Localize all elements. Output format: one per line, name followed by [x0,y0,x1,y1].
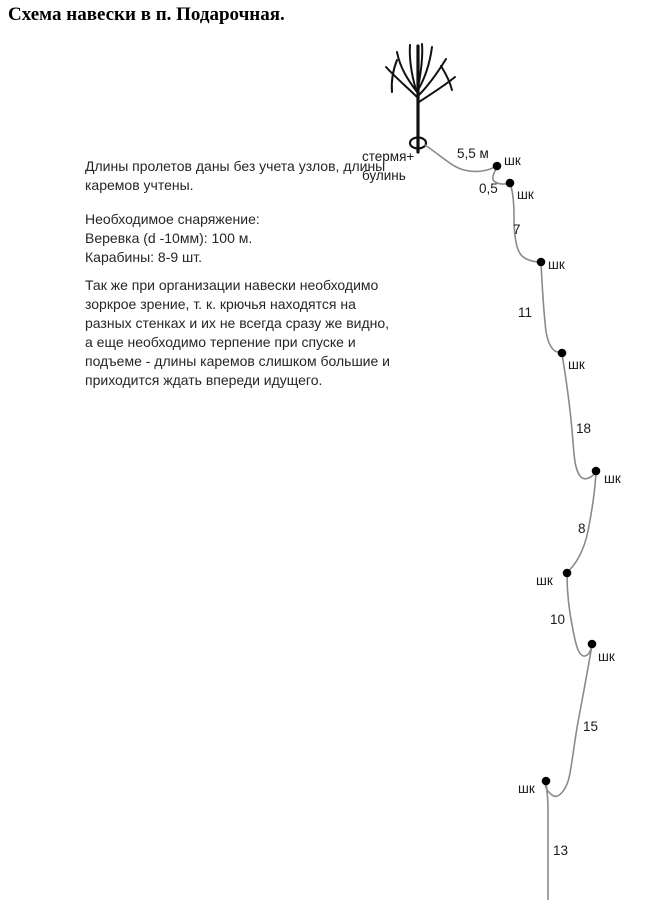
anchor-point [537,258,546,267]
segment-length-label: 11 [518,305,533,320]
notes-line: зоркрое зрение, т. к. крючья находятся на [85,296,356,312]
anchor-point [493,162,502,171]
notes-line: разных стенках и их не всегда сразу же видно, [85,315,390,331]
anchor-point [506,179,515,188]
segment-length-label: 5,5 м [457,146,489,161]
notes-line: Длины пролетов даны без учета узлов, длины [85,158,386,174]
anchor-label: шк [598,649,615,664]
tree-anchor-label-line1: стермя+ [362,149,415,164]
notes-line: Карабины: 8-9 шт. [85,249,203,265]
anchor-label: шк [518,781,535,796]
notes-line: Веревка (d -10мм): 100 м. [85,230,253,246]
anchor-point [542,777,551,786]
notes-line: приходится ждать впереди идущего. [85,372,323,388]
anchor-label: шк [604,471,621,486]
notes-line: а еще необходимо терпение при спуске и [85,334,356,350]
segment-length-label: 0,5 [479,181,498,196]
notes-line: Так же при организации навески необходимо [85,277,379,293]
anchor-label: шк [536,573,553,588]
notes-line: каремов учтены. [85,177,194,193]
segment-length-label: 8 [578,521,586,536]
anchor-label: шк [568,357,585,372]
anchor-label: шк [504,153,521,168]
tree-anchor-label-line2: булинь [362,168,406,183]
notes-line: Необходимое снаряжение: [85,211,260,227]
anchor-label: шк [548,257,565,272]
segment-length-label: 13 [553,843,569,858]
rope-segment-4 [541,263,562,353]
anchor-point [563,569,572,578]
anchor-point [588,640,597,649]
page-title: Схема навески в п. Подарочная. [8,4,285,25]
notes-line: подъеме - длины каремов слишком большие и [85,353,390,369]
anchor-point [592,467,601,476]
anchor-label: шк [517,187,534,202]
segment-length-label: 7 [513,222,521,237]
anchor-point [558,349,567,358]
rope-path [425,145,599,900]
rope-segment-5 [562,354,596,479]
segment-length-label: 10 [550,612,566,627]
rope-segment-9 [546,782,548,900]
segment-length-label: 15 [583,719,599,734]
tree-icon [386,44,455,152]
segment-length-label: 18 [576,421,592,436]
